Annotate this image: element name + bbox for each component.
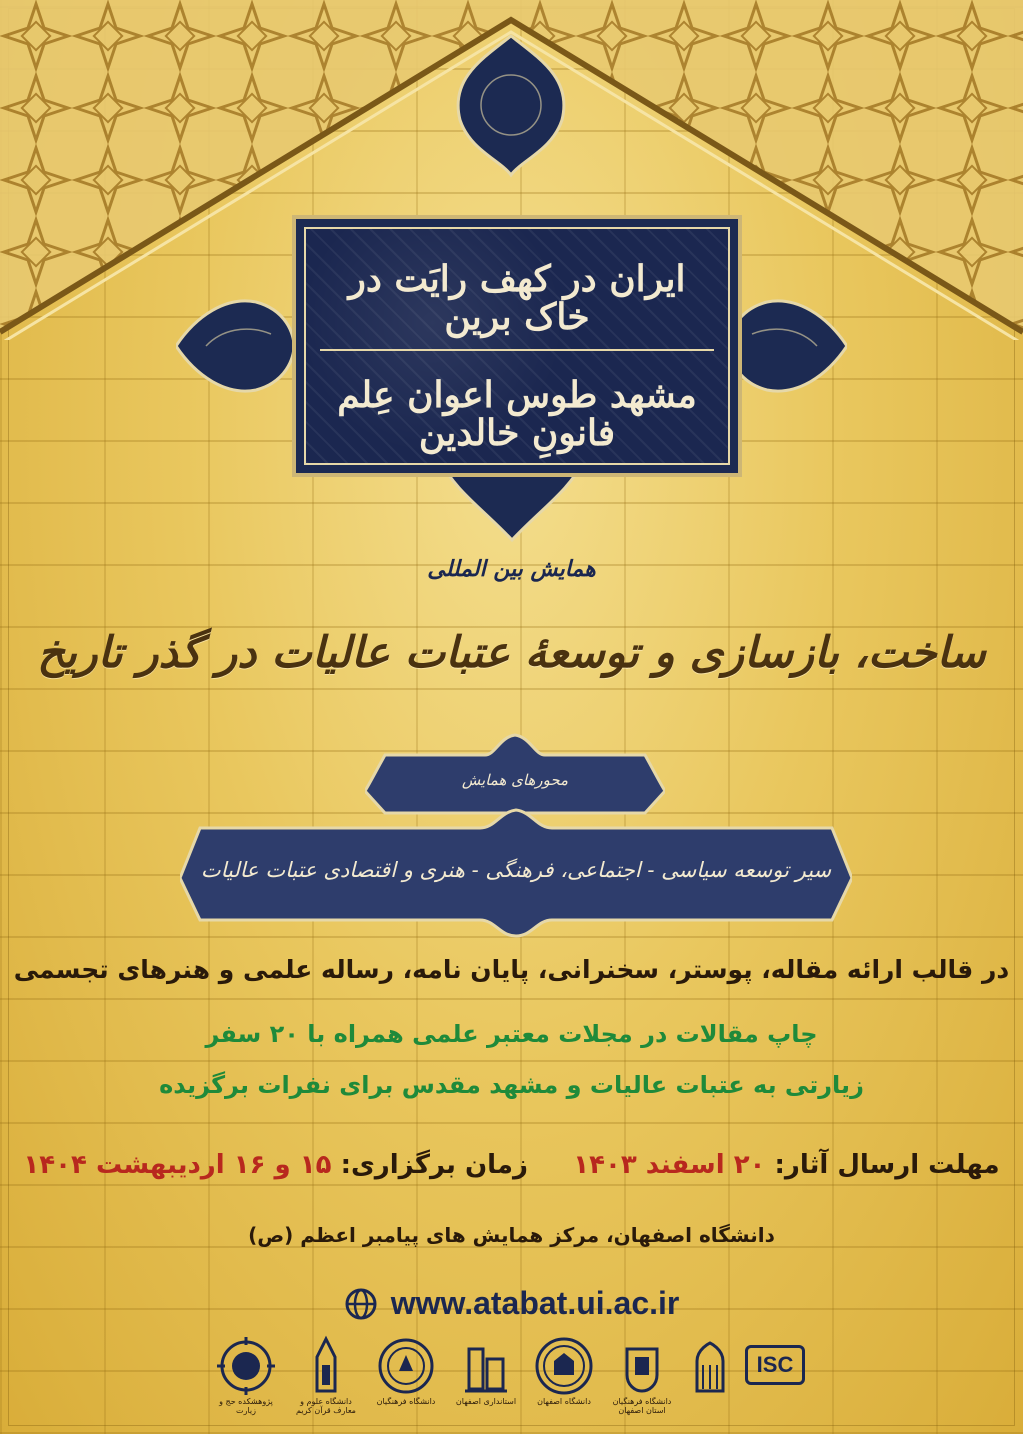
right-medallion [729,286,847,406]
farhangian-university-caption: دانشگاه فرهنگیان [376,1397,436,1406]
submission-formats: در قالب ارائه مقاله، پوستر، سخنرانی، پایان نامه، رساله علمی و هنرهای تجسمی [13,955,1010,984]
quran-university-logo [295,1335,357,1413]
hajj-research-logo [215,1335,277,1413]
event-title: ساخت، بازسازی و توسعهٔ عتبات عالیات در گذر تاریخ [37,628,986,678]
deadline-value: ۲۰ اسفند ۱۴۰۳ [573,1150,766,1180]
isfahan-province-logo [455,1335,517,1413]
axes-label: محورهای همایش [461,771,569,789]
plaque-inner [304,227,730,465]
isfahan-province-caption: استانداری اصفهان [455,1397,517,1406]
deadline-label: مهلت ارسال آثار: [774,1150,1000,1180]
event-date-label: زمان برگزاری: [340,1150,528,1180]
university-of-isfahan-logo [533,1335,595,1413]
important-dates [0,1150,1023,1180]
left-medallion [176,286,294,406]
sponsor-logos [215,1335,810,1425]
globe-icon [344,1287,378,1321]
farhangian-isfahan-caption: دانشگاه فرهنگیان استان اصفهان [612,1397,672,1415]
website-row [0,1285,1023,1322]
isc-logo: ISC [745,1345,805,1385]
venue: دانشگاه اصفهان، مرکز همایش های پیامبر اعظم (ص) [248,1223,775,1247]
quran-university-caption: دانشگاه علوم و معارف قرآن کریم [296,1397,356,1415]
plaque-line-1: ایران در کهف رایَت در خاک برین [348,258,686,338]
benefit-pilgrimage: زیارتی به عتبات عالیات و مشهد مقدس برای نفرات برگزیده [159,1071,864,1099]
website-link[interactable]: www.atabat.ui.ac.ir [390,1285,680,1321]
plaque-line-2: مشهد طوس اعوان عِلم فانونِ خالدین [337,374,697,454]
event-date-value: ۱۵ و ۱۶ اردیبهشت ۱۴۰۴ [23,1150,332,1180]
university-of-isfahan-caption: دانشگاه اصفهان [537,1397,591,1406]
shrine-logo [679,1335,741,1413]
calligraphy-plaque [292,215,742,477]
farhangian-university-logo [375,1335,437,1413]
benefit-publication: چاپ مقالات در مجلات معتبر علمی همراه با ۲۰ سفر [205,1020,818,1048]
plaque-divider [320,349,714,351]
event-subtitle: همایش بین المللی [427,556,596,582]
axes-text: سیر توسعه سیاسی - اجتماعی، فرهنگی - هنری و اقتصادی عتبات عالیات [200,858,832,882]
hajj-research-caption: پژوهشکده حج و زیارت [219,1397,273,1415]
farhangian-isfahan-logo [611,1335,673,1413]
